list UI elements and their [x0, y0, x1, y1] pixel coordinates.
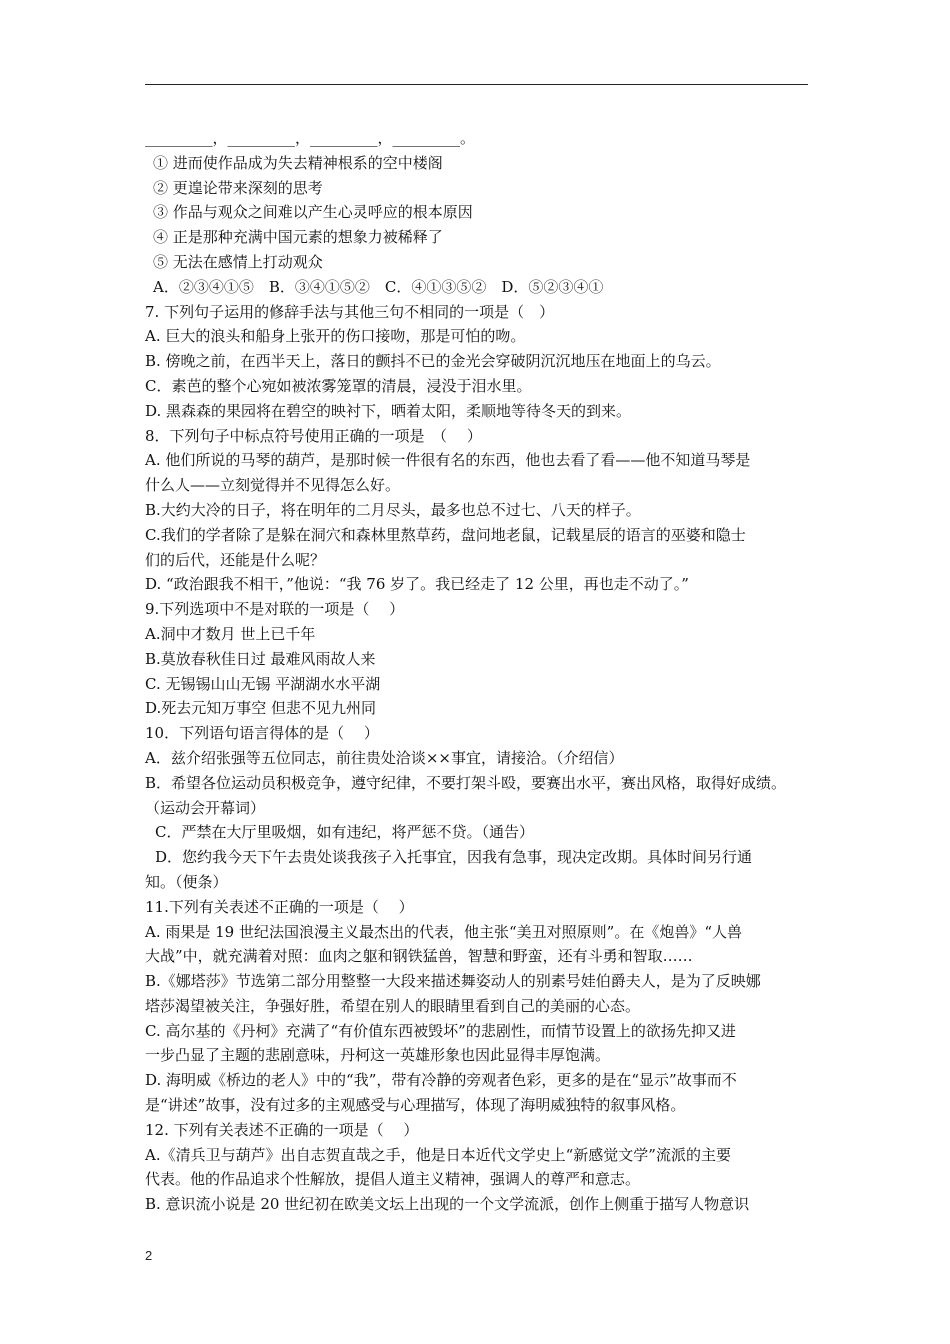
q10-stem: 10．下列语句语言得体的是（ ）	[145, 724, 379, 743]
q11-option-d-line1: D. 海明威《桥边的老人》中的“我”，带有冷静的旁观者色彩，更多的是在“显示”故事而不	[145, 1071, 737, 1090]
q8-stem: 8．下列句子中标点符号使用正确的一项是 （ ）	[145, 426, 482, 445]
q6-options: A．②③④①⑤ B．③④①⑤② C．④①③⑤② D．⑤②③④①	[153, 277, 604, 296]
q10-option-c: C．严禁在大厅里吸烟，如有违纪，将严惩不贷。（通告）	[155, 823, 534, 842]
q8-option-c-line2: 们的后代，还能是什么呢？	[145, 550, 326, 569]
q11-option-a-line1: A. 雨果是 19 世纪法国浪漫主义最杰出的代表，他主张“美丑对照原则”。在《炮兽》“人兽	[145, 922, 743, 941]
q9-option-c: C. 无锡锡山山无锡 平湖湖水水平湖	[145, 674, 381, 693]
q7-option-a: A. 巨大的浪头和船身上张开的伤口接吻，那是可怕的吻。	[145, 327, 526, 346]
answer-blanks: _________，_________，_________，_________。	[145, 129, 476, 147]
q9-option-b: B.莫放春秋佳日过 最难风雨故人来	[145, 649, 376, 668]
header-rule	[145, 84, 808, 85]
q6-item-1: ① 进而使作品成为失去精神根系的空中楼阁	[153, 153, 443, 172]
q7-option-b: B. 傍晚之前，在西半天上，落日的颤抖不已的金光会穿破阴沉沉地压在地面上的乌云。	[145, 352, 721, 371]
q8-option-d: D. “政治跟我不相干，”他说：“我 76 岁了。我已经走了 12 公里，再也走不动了。”	[145, 575, 689, 594]
q10-option-a: A．兹介绍张强等五位同志，前往贵处洽谈××事宜，请接洽。（介绍信）	[145, 748, 624, 767]
q10-option-b-line1: B．希望各位运动员积极竞争，遵守纪律，不要打架斗殴，要赛出水平，赛出风格，取得好成绩。	[145, 773, 787, 792]
q11-stem: 11.下列有关表述不正确的一项是（ ）	[145, 897, 414, 916]
q7-option-c: C．素芭的整个心宛如被浓雾笼罩的清晨，浸没于泪水里。	[145, 376, 532, 395]
q6-item-2: ② 更遑论带来深刻的思考	[153, 178, 323, 197]
q10-option-d-line1: D．您约我今天下午去贵处谈我孩子入托事宜，因我有急事，现决定改期。具体时间另行通	[155, 848, 753, 867]
q12-option-b-line1: B. 意识流小说是 20 世纪初在欧美文坛上出现的一个文学流派，创作上侧重于描写人物意识	[145, 1195, 750, 1214]
q12-stem: 12. 下列有关表述不正确的一项是（ ）	[145, 1120, 419, 1139]
q9-stem: 9.下列选项中不是对联的一项是（ ）	[145, 600, 405, 619]
q8-option-c-line1: C.我们的学者除了是躲在洞穴和森林里熬草药，盘问地老鼠，记载星辰的语言的巫婆和隐士	[145, 525, 746, 544]
q12-option-a-line1: A.《清兵卫与葫芦》出自志贺直哉之手，他是日本近代文学史上“新感觉文学”流派的主要	[145, 1145, 731, 1164]
q8-option-a-line2: 什么人——立刻觉得并不见得怎么好。	[145, 476, 401, 495]
q8-option-a-line1: A. 他们所说的马琴的葫芦，是那时候一件很有名的东西，他也去看了看——他不知道马琴是	[145, 451, 751, 470]
q12-option-a-line2: 代表。他的作品追求个性解放，提倡人道主义精神，强调人的尊严和意志。	[145, 1170, 641, 1189]
q11-option-a-line2: 大战”中，就充满着对照：血肉之躯和钢铁猛兽，智慧和野蛮，还有斗勇和智取……	[145, 947, 693, 966]
q11-option-c-line2: 一步凸显了主题的悲剧意味，丹柯这一英雄形象也因此显得丰厚饱满。	[145, 1046, 611, 1065]
q11-option-c-line1: C. 高尔基的《丹柯》充满了“有价值东西被毁坏”的悲剧性，而情节设置上的欲扬先抑又进	[145, 1021, 736, 1040]
q9-option-d: D.死去元知万事空 但悲不见九州同	[145, 699, 377, 718]
q7-stem: 7. 下列句子运用的修辞手法与其他三句不相同的一项是（ ）	[145, 302, 555, 321]
q10-option-b-line2: （运动会开幕词）	[145, 798, 266, 817]
page-number: 2	[145, 1248, 153, 1263]
q6-item-5: ⑤ 无法在感情上打动观众	[153, 252, 323, 271]
q9-option-a: A.洞中才数月 世上已千年	[145, 624, 316, 643]
q7-option-d: D. 黑森森的果园将在碧空的映衬下，晒着太阳，柔顺地等待冬天的到来。	[145, 401, 632, 420]
q11-option-d-line2: 是“讲述”故事，没有过多的主观感受与心理描写，体现了海明威独特的叙事风格。	[145, 1096, 686, 1115]
q10-option-d-line2: 知。（便条）	[145, 872, 228, 891]
q11-option-b-line1: B.《娜塔莎》节选第二部分用整整一大段来描述舞姿动人的别素号娃伯爵夫人，是为了反映娜	[145, 972, 761, 991]
q6-item-4: ④ 正是那种充满中国元素的想象力被稀释了	[153, 228, 443, 247]
q6-item-3: ③ 作品与观众之间难以产生心灵呼应的根本原因	[153, 203, 473, 222]
q8-option-b: B.大约大冷的日子，将在明年的二月尽头，最多也总不过七、八天的样子。	[145, 500, 641, 519]
page-content	[145, 126, 825, 1217]
q11-option-b-line2: 塔莎渴望被关注，争强好胜，希望在别人的眼睛里看到自己的美丽的心态。	[145, 996, 641, 1015]
